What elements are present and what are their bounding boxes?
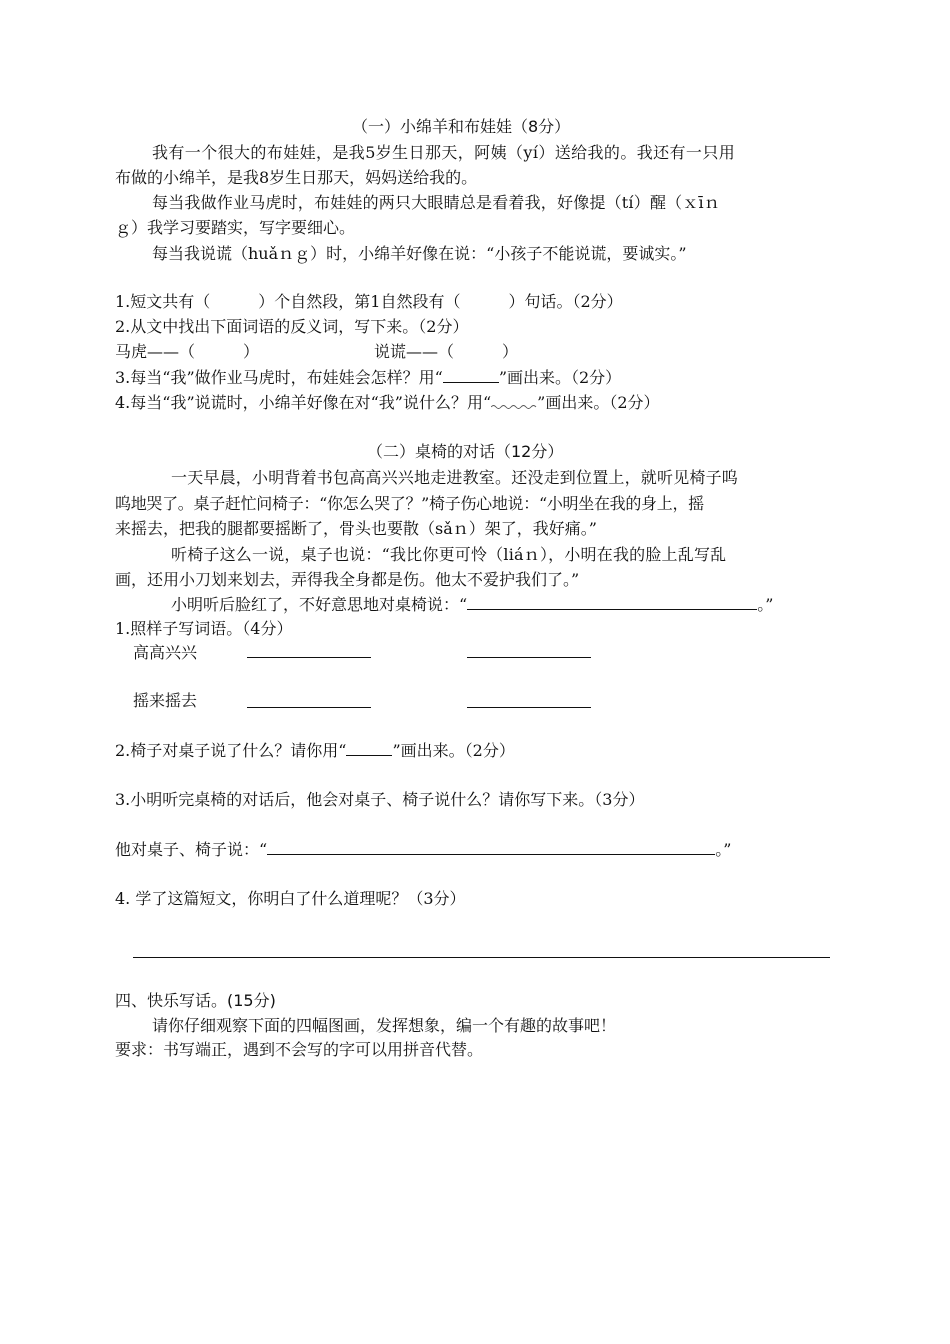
answer-blank-line[interactable] bbox=[267, 840, 715, 855]
answer-blank-line[interactable] bbox=[467, 595, 757, 610]
section2-paragraph1-line1: 一天早晨，小明背着书包高高兴兴地走进教室。还没走到位置上，就听见椅子呜 bbox=[171, 468, 739, 487]
section2-paragraph2-line2: 画，还用小刀划来划去，弄得我全身都是伤。他太不爱护我们了。” bbox=[115, 570, 580, 589]
answer-blank-line[interactable] bbox=[247, 657, 371, 658]
section1-paragraph2-line1: 每当我做作业马虎时，布娃娃的两只大眼睛总是看着我，好像提（tí）醒（ｘīｎ bbox=[152, 193, 721, 212]
section2-question2-prefix: 2.椅子对桌子说了什么？请你用“ bbox=[115, 741, 347, 760]
section2-question2-suffix: ”画出来。（2分） bbox=[392, 741, 515, 760]
straight-underline-mark bbox=[443, 368, 499, 383]
section2-question2 bbox=[115, 739, 515, 763]
section1-question2-antonym-b: 说谎——（ ） bbox=[374, 342, 519, 361]
section1-question3-prefix: 3.每当“我”做作业马虎时，布娃娃会怎样？用“ bbox=[115, 368, 443, 387]
section1-question3-suffix: ”画出来。（2分） bbox=[498, 368, 622, 387]
section2-question3-answer bbox=[115, 838, 731, 862]
section2-paragraph2-line1: 听椅子这么一说，桌子也说：“我比你更可怜（liáｎ），小明在我的脸上乱写乱 bbox=[171, 545, 727, 564]
section2-paragraph1-line3: 来摇去，把我的腿都要摇断了，骨头也要散（sǎｎ）架了，我好痛。” bbox=[115, 519, 597, 538]
section1-title: （一）小绵羊和布娃娃（8分） bbox=[352, 117, 571, 136]
section2-question3-answer-suffix: 。” bbox=[715, 840, 732, 859]
section1-question2-antonym-a: 马虎——（ ） bbox=[115, 342, 260, 361]
section2-question3: 3.小明听完桌椅的对话后，他会对桌子、椅子说什么？请你写下来。（3分） bbox=[115, 790, 645, 809]
section2-question1-example1: 高高兴兴 bbox=[133, 643, 198, 662]
section1-paragraph2-line2: ｇ）我学习要踏实，写字要细心。 bbox=[115, 218, 356, 237]
answer-blank-line[interactable] bbox=[467, 707, 591, 708]
section1-question4 bbox=[115, 391, 660, 415]
answer-blank-line[interactable] bbox=[247, 707, 371, 708]
section1-question1: 1.短文共有（ ）个自然段，第1自然段有（ ）句话。（2分） bbox=[115, 292, 623, 311]
section1-paragraph1-line2: 布做的小绵羊，是我8岁生日那天，妈妈送给我的。 bbox=[115, 168, 478, 187]
answer-blank-line[interactable] bbox=[133, 957, 830, 958]
section2-title: （二）桌椅的对话（12分） bbox=[367, 442, 564, 461]
section2-paragraph3-prefix: 小明听后脸红了，不好意思地对桌椅说：“ bbox=[171, 595, 468, 614]
wavy-underline-mark bbox=[491, 394, 537, 408]
answer-blank-line[interactable] bbox=[467, 657, 591, 658]
section2-paragraph1-line2: 呜地哭了。桌子赶忙问椅子：“你怎么哭了？”椅子伤心地说：“小明坐在我的身上，摇 bbox=[115, 494, 704, 513]
section2-paragraph3-suffix: 。” bbox=[757, 595, 774, 614]
section2-question1-example2: 摇来摇去 bbox=[133, 691, 198, 710]
section1-paragraph1-line1: 我有一个很大的布娃娃，是我5岁生日那天，阿姨（yí）送给我的。我还有一只用 bbox=[152, 143, 736, 162]
section2-question3-answer-prefix: 他对桌子、椅子说：“ bbox=[115, 840, 268, 859]
section4-requirement: 要求：书写端正，遇到不会写的字可以用拼音代替。 bbox=[115, 1040, 484, 1059]
section2-question4: 4. 学了这篇短文，你明白了什么道理呢？（3分） bbox=[115, 889, 466, 908]
section4-instruction: 请你仔细观察下面的四幅图画，发挥想象，编一个有趣的故事吧！ bbox=[152, 1016, 617, 1035]
straight-underline-mark bbox=[346, 741, 392, 756]
section1-question3 bbox=[115, 366, 621, 390]
section1-question2: 2.从文中找出下面词语的反义词，写下来。（2分） bbox=[115, 317, 469, 336]
section4-title: 四、快乐写话。(15分) bbox=[115, 991, 276, 1010]
section1-question4-suffix: ”画出来。（2分） bbox=[537, 393, 660, 412]
section2-question1: 1.照样子写词语。（4分） bbox=[115, 619, 293, 638]
section1-question4-prefix: 4.每当“我”说谎时，小绵羊好像在对“我”说什么？用“ bbox=[115, 393, 492, 412]
section1-paragraph3-line1: 每当我说谎（huǎｎｇ）时，小绵羊好像在说：“小孩子不能说谎，要诚实。” bbox=[152, 244, 687, 263]
section2-paragraph3 bbox=[171, 593, 773, 617]
